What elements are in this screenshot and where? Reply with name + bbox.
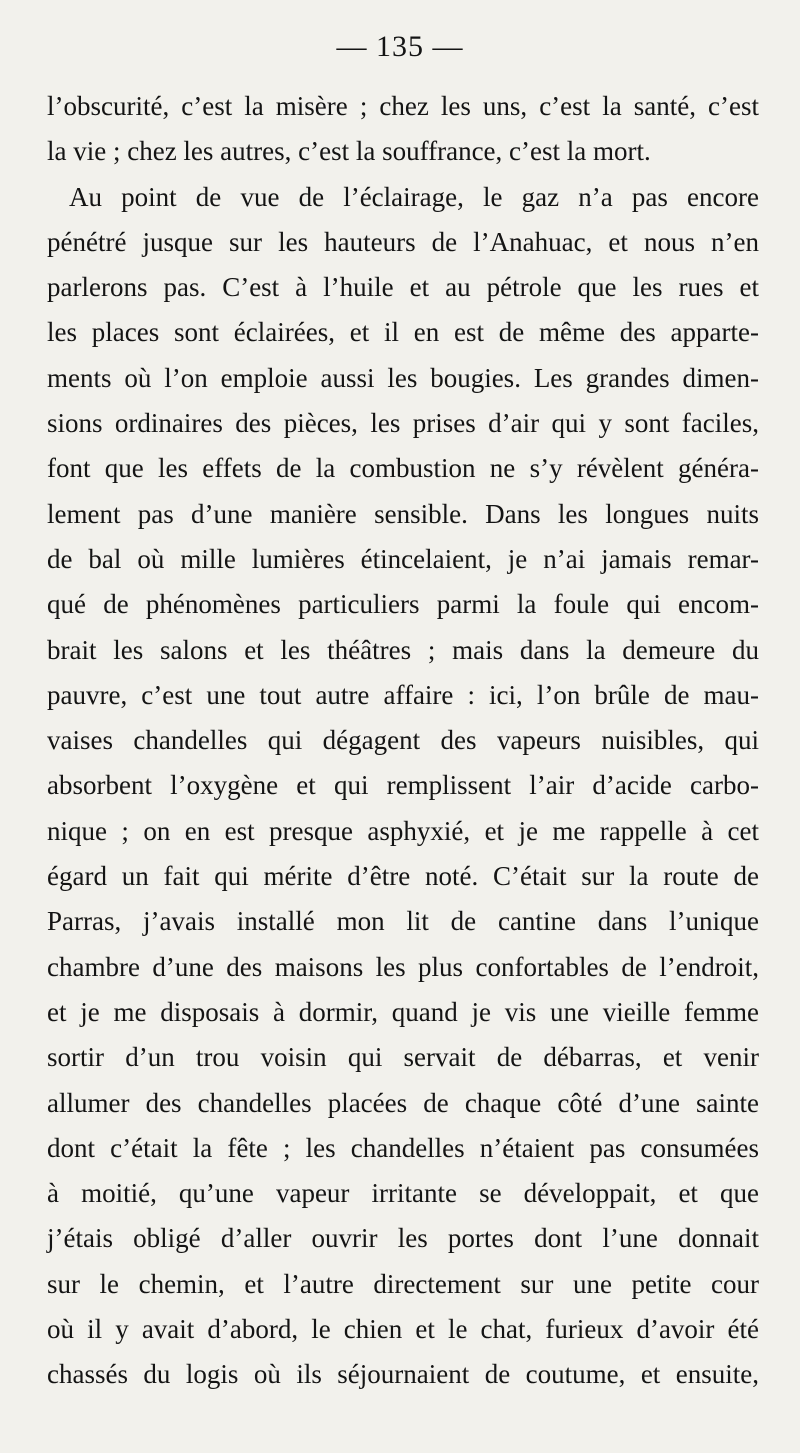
text-line: où il y avait d’abord, le chien et le chat, furieux d’avoir été — [47, 1314, 759, 1345]
text-line: chassés du logis où ils séjournaient de coutume, et ensuite, — [47, 1359, 759, 1390]
text-line: vaises chandelles qui dégagent des vapeurs nuisibles, qui — [47, 725, 759, 756]
text-line: Au point de vue de l’éclairage, le gaz n’a pas encore — [69, 181, 759, 212]
text-line: et je me disposais à dormir, quand je vis une vieille femme — [47, 996, 759, 1027]
text-line: lement pas d’une manière sensible. Dans les longues nuits — [47, 498, 759, 529]
text-line: à moitié, qu’une vapeur irritante se développait, et que — [47, 1178, 759, 1209]
text-line: brait les salons et les théâtres ; mais dans la demeure du — [47, 634, 759, 665]
text-line: dont c’était la fête ; les chandelles n’étaient pas consumées — [47, 1132, 759, 1163]
text-line: sions ordinaires des pièces, les prises d’air qui y sont faciles, — [47, 408, 759, 439]
text-line: absorbent l’oxygène et qui remplissent l’air d’acide carbo- — [47, 770, 759, 801]
text-line: parlerons pas. C’est à l’huile et au pétrole que les rues et — [47, 272, 759, 303]
text-line: nique ; on en est presque asphyxié, et je me rappelle à cet — [47, 815, 759, 846]
text-line: l’obscurité, c’est la misère ; chez les uns, c’est la santé, c’est — [47, 91, 759, 121]
text-line: sur le chemin, et l’autre directement sur une petite cour — [47, 1268, 759, 1299]
page-number: — 135 — — [336, 30, 464, 63]
text-line: sortir d’un trou voisin qui servait de débarras, et venir — [47, 1042, 759, 1073]
text-line: Parras, j’avais installé mon lit de cantine dans l’unique — [47, 906, 759, 937]
text-line: allumer des chandelles placées de chaque côté d’une sainte — [47, 1087, 759, 1118]
text-line: les places sont éclairées, et il en est de même des apparte- — [47, 317, 759, 348]
text-line: ments où l’on emploie aussi les bougies. Les grandes dimen- — [47, 362, 759, 393]
text-line: qué de phénomènes particuliers parmi la foule qui encom- — [47, 589, 759, 620]
text-line: font que les effets de la combustion ne s’y révèlent généra- — [47, 453, 759, 484]
text-line: égard un fait qui mérite d’être noté. C’était sur la route de — [47, 861, 759, 892]
text-line: chambre d’une des maisons les plus confortables de l’endroit, — [47, 951, 759, 982]
text-line: j’étais obligé d’aller ouvrir les portes dont l’une donnait — [47, 1223, 759, 1254]
text-line: de bal où mille lumières étincelaient, je n’ai jamais remar- — [47, 543, 759, 574]
text-line: pénétré jusque sur les hauteurs de l’Anahuac, et nous n’en — [47, 226, 759, 257]
body-text — [47, 84, 759, 1398]
text-line: pauvre, c’est une tout autre affaire : ici, l’on brûle de mau- — [47, 679, 759, 710]
text-line: la vie ; chez les autres, c’est la souffrance, c’est la mort. — [47, 136, 651, 167]
